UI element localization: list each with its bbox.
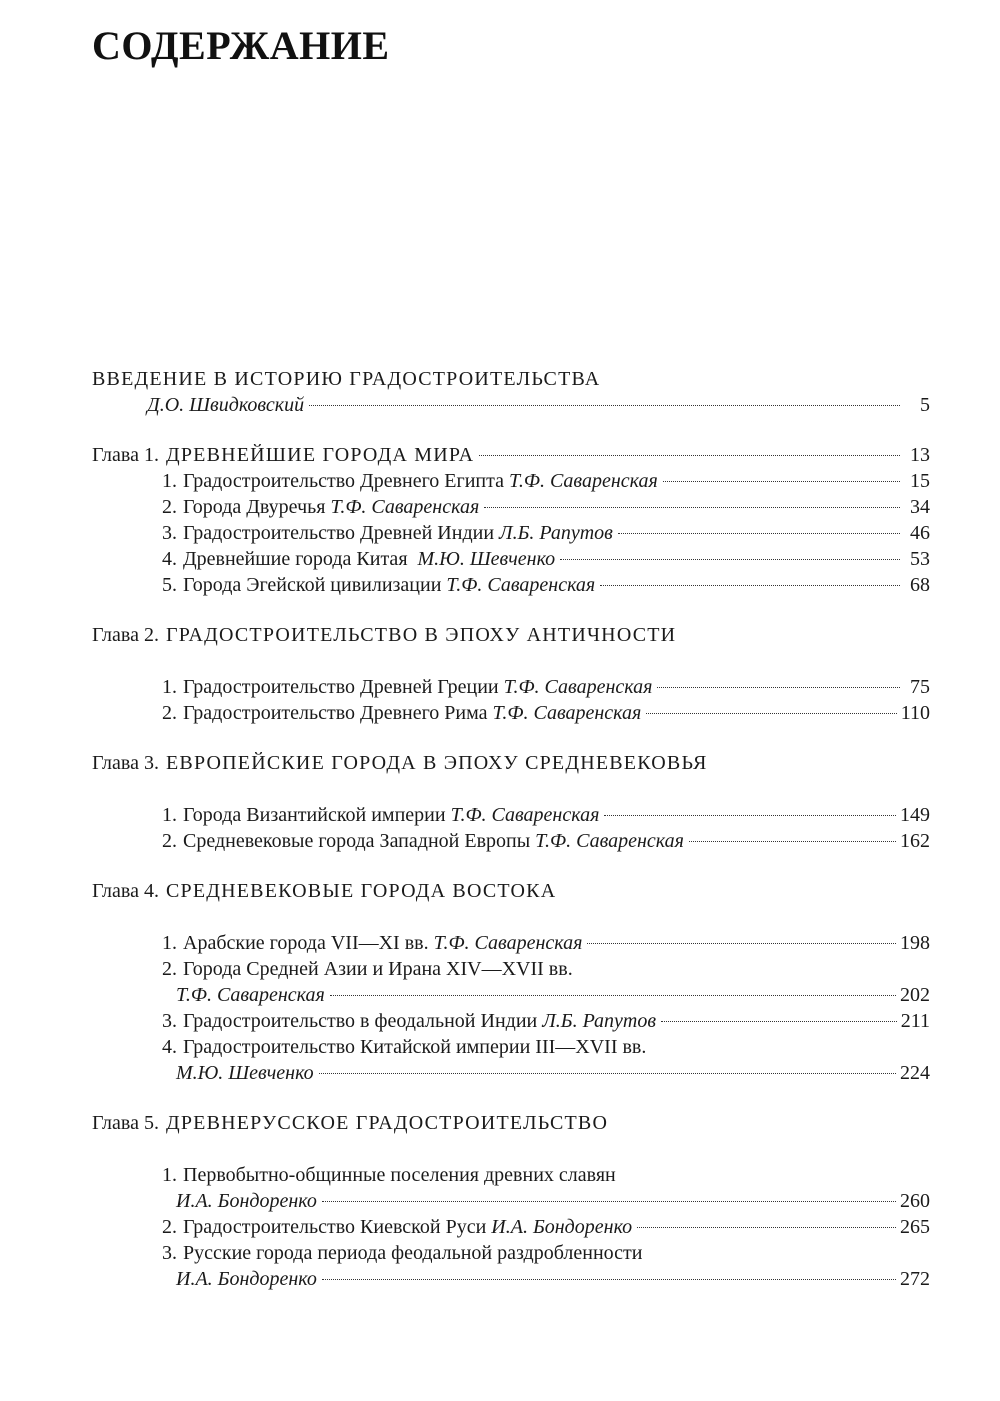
toc-chapter-5 [92,1110,930,1292]
toc-entry[interactable] [92,956,930,982]
dot-leader [587,943,896,944]
entry-author: И.А. Бондоренко [176,1190,317,1212]
toc-entry[interactable] [92,520,930,546]
dot-leader [661,1021,897,1022]
dot-leader [689,841,896,842]
dot-leader [322,1201,896,1202]
chapter-prefix: Глава 5. [92,1112,159,1134]
entry-author: Т.Ф. Саваренская [330,496,480,518]
entry-number: 5. [162,574,177,596]
toc-intro-heading: ВВЕДЕНИЕ В ИСТОРИЮ ГРАДОСТРОИТЕЛЬСТВА [92,368,601,390]
entry-page: 260 [900,1190,930,1212]
dot-leader [663,481,900,482]
entry-title: Градостроительство Древней Индии [183,522,495,544]
toc-entry[interactable] [92,1008,930,1034]
toc-entry-continuation[interactable] [92,982,930,1008]
entry-page: 272 [900,1268,930,1290]
chapter-page: 13 [910,444,930,466]
entry-number: 3. [162,522,177,544]
toc-entry-continuation[interactable] [92,1266,930,1292]
entry-page: 224 [900,1062,930,1084]
dot-leader [646,713,896,714]
chapter-prefix: Глава 4. [92,880,159,902]
entry-title: Градостроительство Киевской Руси [183,1216,487,1238]
entry-number: 2. [162,702,177,724]
entry-author: М.Ю. Шевченко [417,548,556,570]
toc-chapter-heading-row[interactable] [92,750,930,776]
entry-number: 2. [162,496,177,518]
entry-number: 1. [162,804,177,826]
entry-page: 211 [900,1010,930,1032]
toc-chapter-1 [92,442,930,598]
dot-leader [322,1279,896,1280]
entry-page: 202 [900,984,930,1006]
toc-entry[interactable] [92,546,930,572]
entry-page: 68 [910,574,930,596]
entry-number: 1. [162,932,177,954]
entry-author: Т.Ф. Саваренская [433,932,583,954]
dot-leader [309,405,900,406]
toc-chapter-3 [92,750,930,854]
toc-entry[interactable] [92,930,930,956]
entry-number: 4. [162,1036,177,1058]
dot-leader [319,1073,896,1074]
toc-entry[interactable] [92,494,930,520]
toc-intro-page: 5 [920,394,930,416]
toc-intro-author: Д.О. Швидковский [147,394,305,416]
entry-page: 198 [900,932,930,954]
entry-title: Градостроительство Древнего Египта [183,470,504,492]
toc-intro [92,366,930,418]
dot-leader [560,559,900,560]
toc-entry[interactable] [92,700,930,726]
toc-entry[interactable] [92,1034,930,1060]
entry-author: Т.Ф. Саваренская [535,830,684,852]
entry-author: Т.Ф. Саваренская [176,984,325,1006]
toc-entry[interactable] [92,828,930,854]
entry-author: Т.Ф. Саваренская [503,676,653,698]
toc-entry[interactable] [92,1214,930,1240]
toc-chapter-4 [92,878,930,1086]
entry-page: 53 [910,548,930,570]
entry-author: Т.Ф. Саваренская [446,574,596,596]
entry-page: 34 [910,496,930,518]
chapter-heading: ДРЕВНЕРУССКОЕ ГРАДОСТРОИТЕЛЬСТВО [165,1112,609,1134]
entry-author: И.А. Бондоренко [491,1216,633,1238]
entry-title: Города Средней Азии и Ирана XIV—XVII вв. [183,958,573,980]
entry-author: Л.Б. Рапутов [542,1010,657,1032]
chapter-prefix: Глава 2. [92,624,159,646]
chapter-heading: ГРАДОСТРОИТЕЛЬСТВО В ЭПОХУ АНТИЧНОСТИ [165,624,677,646]
toc-entry[interactable] [92,802,930,828]
dot-leader [479,455,900,456]
dot-leader [604,815,896,816]
toc-entry[interactable] [92,572,930,598]
entry-number: 1. [162,676,177,698]
dot-leader [484,507,900,508]
table-of-contents [92,366,930,1292]
toc-intro-heading-row [92,366,930,392]
entry-page: 46 [910,522,930,544]
chapter-heading: ЕВРОПЕЙСКИЕ ГОРОДА В ЭПОХУ СРЕДНЕВЕКОВЬЯ [165,752,708,774]
entry-author: Т.Ф. Саваренская [509,470,658,492]
entry-page: 110 [900,702,930,724]
entry-title: Русские города периода феодальной раздробленности [183,1242,643,1264]
entry-author: Т.Ф. Саваренская [492,702,642,724]
entry-title: Градостроительство в феодальной Индии [183,1010,538,1032]
toc-entry[interactable] [92,1162,930,1188]
entry-title: Градостроительство Древней Греции [183,676,499,698]
toc-entry-continuation[interactable] [92,1188,930,1214]
entry-title: Города Эгейской цивилизации [183,574,442,596]
entry-number: 1. [162,470,177,492]
dot-leader [657,687,900,688]
toc-entry[interactable] [92,674,930,700]
entry-title: Первобытно-общинные поселения древних славян [183,1164,616,1186]
entry-page: 265 [900,1216,930,1238]
chapter-heading: ДРЕВНЕЙШИЕ ГОРОДА МИРА [165,444,475,466]
toc-entry[interactable] [92,468,930,494]
chapter-prefix: Глава 3. [92,752,159,774]
entry-author: Л.Б. Рапутов [499,522,613,544]
entry-title: Города Византийской империи [183,804,446,826]
entry-number: 4. [162,548,177,570]
entry-title: Градостроительство Китайской империи III—XVII вв. [183,1036,647,1058]
entry-title: Средневековые города Западной Европы [183,830,531,852]
page-title: СОДЕРЖАНИЕ [92,23,390,68]
entry-number: 1. [162,1164,177,1186]
toc-chapter-heading-row[interactable] [92,442,930,468]
entry-title: Арабские города VII—XI вв. [183,932,429,954]
entry-number: 2. [162,830,177,852]
toc-chapter-2 [92,622,930,726]
entry-number: 3. [162,1242,177,1264]
entry-number: 3. [162,1010,177,1032]
dot-leader [637,1227,896,1228]
toc-chapter-heading-row[interactable] [92,1110,930,1136]
entry-title: Города Двуречья [183,496,326,518]
entry-page: 162 [900,830,930,852]
entry-author: И.А. Бондоренко [176,1268,317,1290]
dot-leader [618,533,900,534]
entry-page: 149 [900,804,930,826]
entry-number: 2. [162,1216,177,1238]
entry-author: М.Ю. Шевченко [176,1062,314,1084]
dot-leader [330,995,896,996]
toc-chapter-heading-row[interactable] [92,878,930,904]
entry-title: Градостроительство Древнего Рима [183,702,488,724]
toc-entry[interactable] [92,1240,930,1266]
chapter-prefix: Глава 1. [92,444,159,466]
dot-leader [600,585,900,586]
entry-page: 15 [910,470,930,492]
toc-intro-author-row[interactable] [92,392,930,418]
chapter-heading: СРЕДНЕВЕКОВЫЕ ГОРОДА ВОСТОКА [165,880,557,902]
entry-page: 75 [910,676,930,698]
entry-author: Т.Ф. Саваренская [450,804,600,826]
entry-number: 2. [162,958,177,980]
toc-chapter-heading-row[interactable] [92,622,930,648]
entry-title: Древнейшие города Китая [183,548,408,570]
toc-entry-continuation[interactable] [92,1060,930,1086]
